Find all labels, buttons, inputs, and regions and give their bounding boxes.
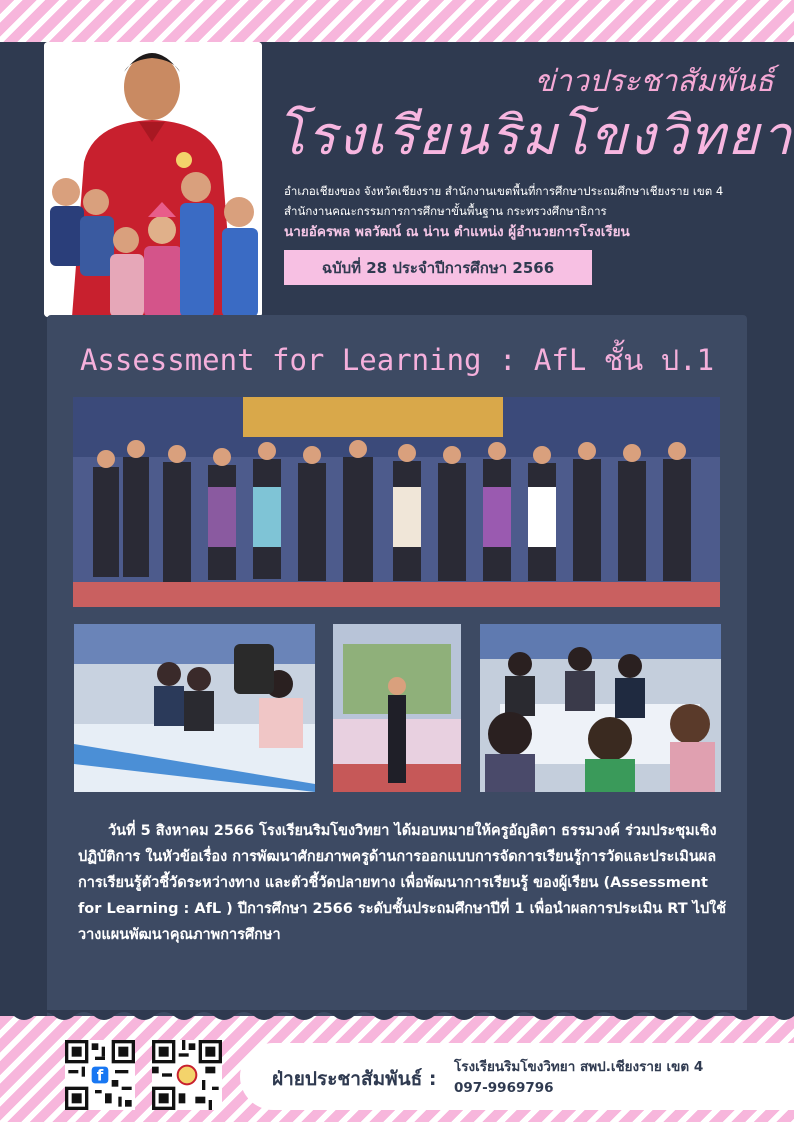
workshop-photo-1	[74, 624, 315, 792]
article-title: Assessment for Learning : AfL ชั้น ป.1	[79, 343, 715, 377]
article-body: วันที่ 5 สิงหาคม 2566 โรงเรียนริมโขงวิทยา ได้มอบหมายให้ครูอัญลิตา ธรรมวงค์ ร่วมประชุมเชิงปฏิบัติการ ในหัวข้อเรื่อง การพัฒนาศักยภาพครูด้านการออกแบบการจัดการเรียนรู้การวัดและประเมินผลการเรียนรู้ตัวชี้วัดระหว่างทาง และตัวชี้วัดปลายทาง เพื่อพัฒนาการเรียนรู้ ของผู้เรียน (Assessment for Learning : AfL ) ปีการศึกษา 2566 ระดับชั้นประถมศึกษาปีที่ 1 เพื่อนำผลการประเมิน RT ไปใช้วางแผนพัฒนาคุณภาพการศึกษา	[78, 823, 727, 943]
svg-text:f: f	[96, 1066, 104, 1085]
workshop-photo-2	[480, 624, 721, 792]
footer-phone[interactable]: 097-9969796	[454, 1080, 554, 1096]
teacher-stage-photo	[333, 624, 461, 792]
director-photo	[44, 42, 262, 317]
footer-pr-label: ฝ่ายประชาสัมพันธ์ :	[272, 1068, 437, 1090]
address-line-2: สำนักงานคณะกรรมการการศึกษาขั้นพื้นฐาน กระทรวงศึกษาธิการ	[284, 204, 607, 218]
footer-school-name: โรงเรียนริมโขงวิทยา สพป.เชียงราย เขต 4	[454, 1059, 704, 1075]
issue-badge: ฉบับที่ 28 ประจำปีการศึกษา 2566	[284, 250, 592, 285]
wave-divider	[0, 1010, 794, 1028]
group-photo	[73, 397, 720, 607]
address-line-1: อำเภอเชียงของ จังหวัดเชียงราย สำนักงานเขตพื้นที่การศึกษาประถมศึกษาเชียงราย เขต 4	[284, 184, 724, 198]
director-name: นายอัครพล พลวัฒน์ ณ น่าน ตำแหน่ง ผู้อำนวยการโรงเรียน	[284, 224, 630, 240]
top-stripe-decoration	[0, 0, 794, 42]
pr-heading: ข่าวประชาสัมพันธ์	[534, 64, 774, 99]
qr-code-facebook-icon[interactable]	[65, 1040, 135, 1110]
school-name-title: โรงเรียนริมโขงวิทยา	[276, 104, 794, 167]
qr-code-school-icon[interactable]	[152, 1040, 222, 1110]
